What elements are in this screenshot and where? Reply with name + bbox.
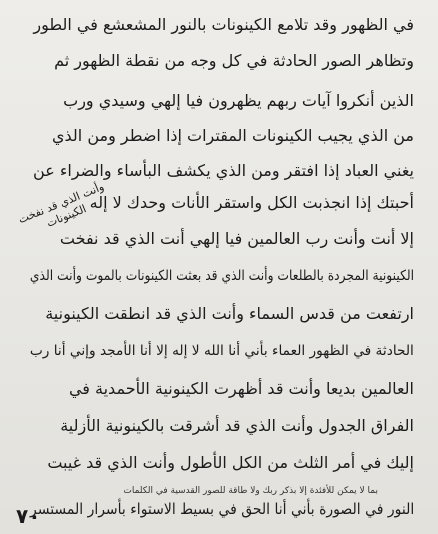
manuscript-line-6: أحبتك إذا انجذبت الكل واستقر الأنات وحدك لا إله (89, 193, 414, 212)
manuscript-line-12: الفراق الجدول وأنت الذي قد أشرقت بالكينونية الأزلية (60, 416, 414, 435)
margin-gloss: وأنت الذي قد نفخت الكينونات (16, 179, 106, 230)
manuscript-line-9: ارتفعت من قدس السماء وأنت الذي قد انطقت الكينونية (45, 304, 414, 323)
manuscript-line-13: إليك في أمر الثلث من الكل الأطول وأنت الذي قد غيبت (47, 453, 414, 472)
manuscript-line-3: الذين أنكروا آيات ربهم يظهرون فيا إلهي وسيدي ورب (63, 91, 414, 110)
manuscript-line-11: العالمين بديعا وأنت قد أظهرت الكينونية الأحمدية في (68, 379, 414, 398)
interlinear-note: بما لا يمكن للأفئدة إلا بذكر ربك ولا طاقة للصور القدسية في الكلمات (123, 486, 378, 496)
manuscript-line-8: الكينونية المجردة بالطلعات وأنت الذي قد بعثت الكينونات بالموت وأنت الذي (29, 268, 414, 284)
page-number: ٧٠ (16, 504, 41, 528)
manuscript-line-10: الحادثة في الظهور العماء بأني أنا الله لا إله إلا أنا الأمجد وإني أنا رب (29, 343, 414, 359)
manuscript-line-2: وتظاهر الصور الحادثة في كل وجه من نقطة الظهور ثم (54, 51, 414, 70)
manuscript-line-14: النور في الصورة بأني أنا الحق في بسيط الاستواء بأسرار المستسر (29, 500, 414, 518)
manuscript-line-7: إلا أنت وأنت رب العالمين فيا إلهي أنت الذي قد نفخت (59, 229, 414, 248)
manuscript-line-1: في الظهور وقد تلامع الكينونات بالنور المشعشع في الطور (33, 15, 414, 34)
manuscript-line-5: يغني العباد إذا افتقر ومن الذي يكشف البأساء والضراء عن (33, 161, 414, 180)
manuscript-line-4: من الذي يجيب الكينونات المقترات إذا اضطر ومن الذي (51, 126, 414, 145)
